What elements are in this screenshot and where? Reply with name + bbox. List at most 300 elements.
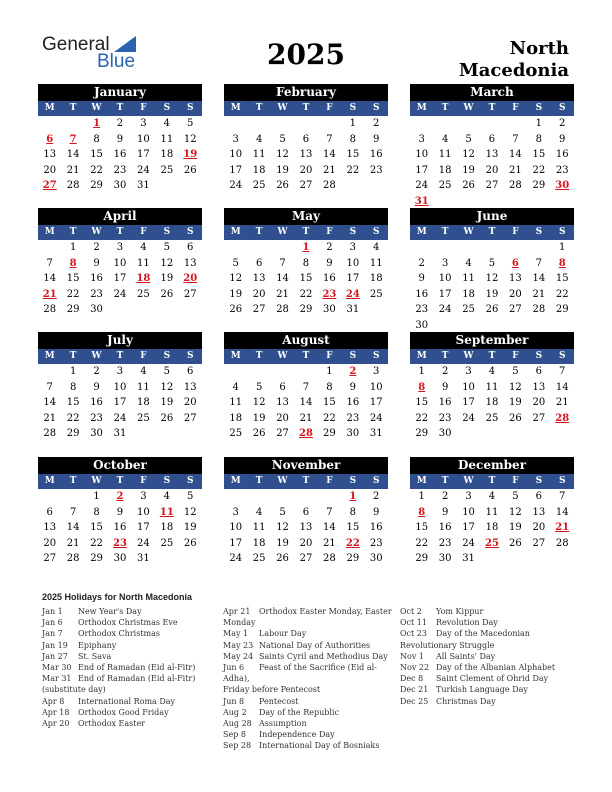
weekday-label: S [163, 103, 171, 113]
empty-cell [271, 116, 294, 132]
day-cell: 15 [555, 273, 569, 284]
day-cell: 5 [187, 118, 194, 129]
day-cell: 7 [69, 506, 77, 518]
holiday-date: Mar 30 [42, 663, 72, 673]
holiday-date: Oct 23 [400, 629, 427, 639]
day-cell: 19 [485, 288, 499, 300]
day-cell: 26 [160, 288, 174, 300]
holiday-row [400, 651, 575, 662]
day-cell: 19 [229, 288, 243, 300]
holiday-date: Jan 6 [42, 618, 63, 628]
day-cell: 25 [485, 412, 499, 424]
holiday-day-cell: 6 [46, 133, 54, 145]
holiday-row [42, 673, 217, 684]
holiday-row [223, 662, 398, 684]
day-cell: 24 [229, 180, 243, 191]
day-cell: 27 [485, 180, 499, 191]
day-cell: 28 [532, 304, 546, 315]
month-november [224, 457, 388, 567]
day-cell: 22 [415, 412, 429, 424]
day-cell: 22 [299, 288, 313, 300]
day-cell: 3 [232, 133, 239, 145]
weekday-label: T [441, 103, 449, 113]
day-cell: 16 [90, 397, 103, 408]
day-cell: 10 [415, 149, 429, 160]
day-cell: 29 [323, 428, 336, 439]
day-cell: 11 [485, 381, 499, 393]
day-cell: 3 [349, 242, 356, 253]
day-cell: 30 [113, 553, 127, 564]
day-cell: 26 [229, 304, 243, 315]
weekday-label: S [186, 351, 194, 361]
holiday-name: International Day of Bosniaks [259, 741, 380, 751]
day-cell: 19 [462, 164, 475, 176]
weekday-label: W [91, 476, 102, 486]
day-cell: 16 [555, 149, 569, 160]
holiday-date: Apr 8 [42, 696, 65, 706]
day-cell: 2 [373, 118, 380, 129]
month-december [410, 457, 574, 567]
weekday-label: F [326, 351, 333, 361]
weekday-label: S [535, 351, 543, 361]
weekday-label: S [535, 227, 543, 237]
holiday-name: New Year's Day [78, 607, 142, 616]
day-cell: 31 [137, 553, 150, 564]
day-cell: 16 [438, 522, 452, 533]
holiday-name: End of Ramadan (Eid al-Fitr) [78, 674, 196, 684]
holiday-row [42, 606, 217, 617]
day-cell: 15 [415, 397, 429, 408]
day-cell: 11 [462, 273, 475, 284]
empty-cell [247, 240, 270, 256]
day-cell: 29 [415, 428, 429, 439]
holiday-name: Revolution Day [436, 618, 498, 628]
day-cell: 29 [346, 553, 360, 564]
holiday-name: Pentecost [259, 696, 299, 706]
day-cell: 14 [555, 381, 569, 393]
holiday-date: Jan 7 [42, 629, 63, 639]
day-cell: 21 [299, 412, 313, 424]
day-grid [224, 364, 388, 442]
day-cell: 13 [183, 257, 197, 269]
weekday-label: T [441, 227, 449, 237]
day-cell: 25 [462, 304, 475, 315]
empty-cell [318, 489, 341, 505]
day-cell: 13 [485, 149, 499, 160]
day-cell: 15 [90, 522, 103, 533]
day-cell: 1 [69, 366, 77, 377]
holiday-row [400, 662, 575, 673]
holiday-day-cell: 23 [113, 537, 127, 549]
country-line-1: North [509, 38, 569, 59]
day-cell: 1 [535, 118, 542, 129]
holiday-date: Apr 18 [42, 707, 70, 717]
day-cell: 22 [66, 288, 80, 300]
day-cell: 30 [346, 428, 360, 439]
day-cell: 17 [113, 273, 127, 284]
empty-cell [224, 489, 247, 505]
holiday-day-cell: 2 [116, 491, 124, 502]
day-grid [410, 489, 574, 567]
weekday-header [224, 225, 388, 240]
day-cell: 30 [369, 553, 383, 564]
holiday-name: Independence Day [259, 730, 335, 740]
month-september [410, 332, 574, 442]
weekday-label: S [186, 103, 194, 113]
day-cell: 10 [229, 522, 243, 533]
day-cell: 27 [532, 537, 546, 549]
weekday-label: F [140, 103, 147, 113]
day-cell: 25 [229, 428, 243, 439]
day-cell: 12 [485, 273, 499, 284]
day-cell: 12 [252, 397, 266, 408]
day-cell: 8 [69, 381, 77, 393]
day-cell: 21 [555, 397, 569, 408]
holiday-name: All Saints' Day [436, 651, 496, 661]
day-cell: 4 [255, 506, 263, 518]
empty-cell [38, 489, 61, 505]
weekday-label: W [91, 351, 102, 361]
holiday-day-cell: 8 [69, 257, 77, 269]
day-cell: 18 [252, 164, 266, 176]
day-cell: 15 [323, 397, 336, 408]
holiday-day-cell: 28 [555, 412, 570, 424]
holiday-day-cell: 19 [183, 149, 198, 160]
holiday-day-cell: 21 [42, 288, 57, 300]
month-title: December [410, 457, 574, 474]
weekday-label: M [416, 227, 427, 237]
weekday-label: W [91, 227, 102, 237]
day-cell: 7 [512, 133, 519, 145]
day-cell: 2 [116, 118, 124, 129]
weekday-label: F [140, 351, 147, 361]
day-cell: 15 [66, 397, 80, 408]
day-cell: 13 [532, 381, 546, 393]
day-cell: 19 [160, 397, 174, 408]
holiday-row [42, 628, 217, 639]
day-cell: 3 [465, 491, 472, 502]
day-cell: 7 [326, 133, 333, 145]
day-cell: 3 [441, 257, 449, 269]
holiday-name: Orthodox Easter Monday, Easter [259, 607, 392, 616]
holiday-date: Oct 2 [400, 607, 422, 616]
holiday-date: May 23 [223, 640, 254, 650]
month-title: January [38, 84, 202, 101]
day-cell: 18 [137, 397, 150, 408]
day-cell: 4 [163, 491, 170, 502]
day-cell: 27 [509, 304, 522, 315]
holiday-day-cell: 7 [69, 133, 77, 145]
day-cell: 16 [369, 522, 383, 533]
day-cell: 28 [555, 537, 569, 549]
day-cell: 13 [509, 273, 522, 284]
day-cell: 24 [137, 164, 150, 176]
day-cell: 11 [369, 257, 383, 269]
day-cell: 24 [415, 180, 429, 191]
weekday-label: M [416, 351, 427, 361]
empty-cell [480, 240, 503, 256]
day-cell: 22 [346, 164, 360, 176]
day-grid [224, 240, 388, 318]
day-cell: 5 [488, 257, 496, 269]
holiday-date: Sep 8 [223, 730, 246, 740]
day-cell: 17 [369, 397, 383, 408]
day-cell: 10 [369, 381, 383, 393]
weekday-label: S [163, 227, 171, 237]
holiday-date: Nov 22 [400, 663, 430, 673]
day-cell: 14 [323, 522, 336, 533]
weekday-label: T [302, 227, 310, 237]
day-cell: 29 [555, 304, 569, 315]
day-cell: 9 [418, 273, 425, 284]
day-cell: 3 [140, 491, 147, 502]
holiday-date: Oct 11 [400, 618, 427, 628]
month-july [38, 332, 202, 442]
day-cell: 9 [559, 133, 566, 145]
day-cell: 21 [43, 412, 57, 424]
day-cell: 5 [163, 366, 170, 377]
day-cell: 7 [46, 257, 53, 269]
day-cell: 16 [323, 273, 336, 284]
day-cell: 15 [346, 149, 360, 160]
day-cell: 22 [555, 288, 569, 300]
day-cell: 26 [276, 180, 289, 191]
empty-cell [224, 240, 247, 256]
month-march [410, 84, 574, 209]
day-cell: 6 [535, 491, 542, 502]
day-grid [410, 116, 574, 209]
month-january [38, 84, 202, 194]
day-cell: 27 [299, 180, 313, 191]
day-cell: 23 [90, 412, 103, 424]
day-cell: 28 [43, 428, 57, 439]
day-cell: 22 [66, 412, 80, 424]
day-cell: 25 [137, 412, 150, 424]
weekday-label: T [302, 351, 310, 361]
holiday-day-cell: 27 [42, 180, 57, 191]
day-cell: 4 [488, 491, 496, 502]
day-cell: 1 [559, 242, 566, 253]
day-cell: 11 [252, 149, 266, 160]
day-cell: 15 [415, 522, 429, 533]
day-cell: 14 [66, 149, 80, 160]
day-cell: 29 [66, 428, 80, 439]
day-cell: 20 [509, 288, 522, 300]
weekday-header [410, 101, 574, 116]
day-cell: 25 [160, 164, 174, 176]
day-cell: 30 [415, 319, 429, 331]
empty-cell [271, 364, 294, 380]
day-cell: 3 [116, 242, 124, 253]
day-cell: 18 [462, 288, 475, 300]
weekday-label: T [69, 476, 77, 486]
weekday-label: T [69, 227, 77, 237]
day-cell: 14 [66, 522, 80, 533]
day-cell: 31 [369, 428, 383, 439]
day-cell: 30 [90, 428, 103, 439]
day-cell: 2 [559, 118, 566, 129]
day-cell: 23 [369, 164, 383, 176]
day-cell: 16 [369, 149, 383, 160]
holiday-day-cell: 8 [418, 381, 426, 393]
day-cell: 10 [113, 381, 127, 393]
day-cell: 28 [43, 304, 57, 315]
weekday-label: T [488, 227, 496, 237]
day-cell: 12 [462, 149, 475, 160]
weekday-label: S [558, 351, 566, 361]
holiday-date: Dec 25 [400, 696, 429, 706]
holiday-row [42, 651, 217, 662]
empty-cell [433, 240, 456, 256]
day-cell: 19 [509, 522, 522, 533]
day-cell: 17 [137, 522, 150, 533]
holiday-day-cell: 28 [299, 428, 313, 439]
day-cell: 30 [90, 304, 103, 315]
holiday-name: Day of the Albanian Alphabet [436, 663, 556, 673]
holiday-name: Christmas Day [436, 696, 496, 706]
day-cell: 4 [163, 118, 170, 129]
holiday-row [223, 684, 398, 695]
day-cell: 12 [276, 149, 289, 160]
holiday-row [400, 696, 575, 707]
weekday-label: F [512, 476, 519, 486]
month-title: May [224, 208, 388, 225]
day-cell: 18 [485, 397, 499, 408]
month-may [224, 208, 388, 318]
day-cell: 11 [137, 381, 150, 393]
day-cell: 18 [485, 522, 499, 533]
day-cell: 15 [346, 522, 360, 533]
day-cell: 27 [276, 428, 289, 439]
day-cell: 4 [488, 366, 496, 377]
day-cell: 29 [90, 553, 103, 564]
day-cell: 5 [512, 366, 519, 377]
day-cell: 18 [160, 149, 174, 160]
holiday-name: Feast of the Sacrifice (Eid al-Adha), [223, 663, 377, 684]
holiday-name: Yom Kippur [436, 607, 484, 616]
day-cell: 11 [438, 149, 452, 160]
day-grid [410, 240, 574, 333]
day-cell: 26 [160, 412, 174, 424]
day-cell: 28 [66, 553, 80, 564]
holiday-row [42, 684, 217, 695]
holiday-row [223, 628, 398, 639]
holiday-row [223, 740, 398, 751]
day-cell: 28 [323, 180, 336, 191]
day-cell: 13 [299, 522, 313, 533]
day-cell: 16 [346, 397, 360, 408]
day-grid [224, 489, 388, 567]
day-cell: 31 [346, 304, 360, 315]
empty-cell [224, 364, 247, 380]
empty-cell [410, 116, 433, 132]
weekday-header [38, 101, 202, 116]
holiday-day-cell: 2 [349, 366, 357, 377]
day-grid [38, 364, 202, 442]
holiday-date: May 1 [223, 629, 249, 639]
day-cell: 24 [229, 553, 243, 564]
holiday-row [42, 640, 217, 651]
day-cell: 17 [229, 164, 243, 176]
day-cell: 10 [137, 133, 150, 145]
weekday-label: T [488, 351, 496, 361]
month-title: August [224, 332, 388, 349]
weekday-label: W [463, 227, 474, 237]
holiday-column-2 [223, 606, 398, 752]
day-cell: 20 [43, 537, 57, 549]
day-cell: 23 [113, 164, 127, 176]
day-cell: 19 [183, 522, 197, 533]
weekday-label: M [416, 476, 427, 486]
day-cell: 2 [441, 491, 449, 502]
day-cell: 13 [299, 149, 313, 160]
weekday-label: T [488, 476, 496, 486]
day-cell: 26 [276, 553, 289, 564]
day-cell: 10 [229, 149, 243, 160]
day-cell: 1 [418, 366, 425, 377]
holiday-day-cell: 30 [555, 180, 570, 191]
day-cell: 29 [66, 304, 80, 315]
holiday-day-cell: 8 [558, 257, 566, 269]
holiday-date: Aug 2 [223, 707, 247, 717]
day-cell: 15 [299, 273, 313, 284]
day-cell: 7 [302, 381, 310, 393]
month-october [38, 457, 202, 567]
day-cell: 26 [462, 180, 475, 191]
weekday-label: M [44, 227, 55, 237]
day-cell: 20 [299, 164, 313, 176]
day-cell: 5 [465, 133, 472, 145]
day-cell: 24 [137, 537, 150, 549]
day-cell: 9 [349, 381, 356, 393]
holiday-row [42, 718, 217, 729]
holiday-row [400, 640, 575, 651]
holiday-date: Jan 27 [42, 651, 68, 661]
day-cell: 10 [137, 506, 150, 518]
holiday-row [42, 707, 217, 718]
holiday-row [42, 696, 217, 707]
day-cell: 1 [93, 491, 100, 502]
holiday-name: Orthodox Good Friday [78, 707, 169, 717]
day-cell: 6 [46, 506, 53, 518]
holiday-name: Orthodox Easter [78, 719, 146, 729]
holiday-row [223, 640, 398, 651]
holiday-name: End of Ramadan (Eid al-Fitr) [78, 663, 196, 673]
day-cell: 13 [183, 381, 197, 393]
day-cell: 24 [113, 288, 127, 300]
empty-cell [224, 116, 247, 132]
day-cell: 25 [438, 180, 452, 191]
day-cell: 20 [43, 164, 57, 176]
weekday-label: S [372, 476, 380, 486]
day-cell: 19 [252, 412, 266, 424]
day-cell: 12 [276, 522, 289, 533]
holiday-day-cell: 31 [414, 195, 429, 207]
weekday-label: W [277, 227, 288, 237]
day-cell: 11 [229, 397, 243, 408]
weekday-header [38, 349, 202, 364]
weekday-label: F [512, 103, 519, 113]
empty-cell [480, 116, 503, 132]
day-cell: 30 [438, 428, 452, 439]
day-cell: 31 [462, 553, 475, 564]
day-cell: 6 [488, 133, 496, 145]
country-name [409, 38, 569, 82]
holiday-date: May 24 [223, 651, 254, 661]
day-cell: 28 [276, 304, 289, 315]
empty-cell [247, 364, 270, 380]
weekday-header [410, 225, 574, 240]
